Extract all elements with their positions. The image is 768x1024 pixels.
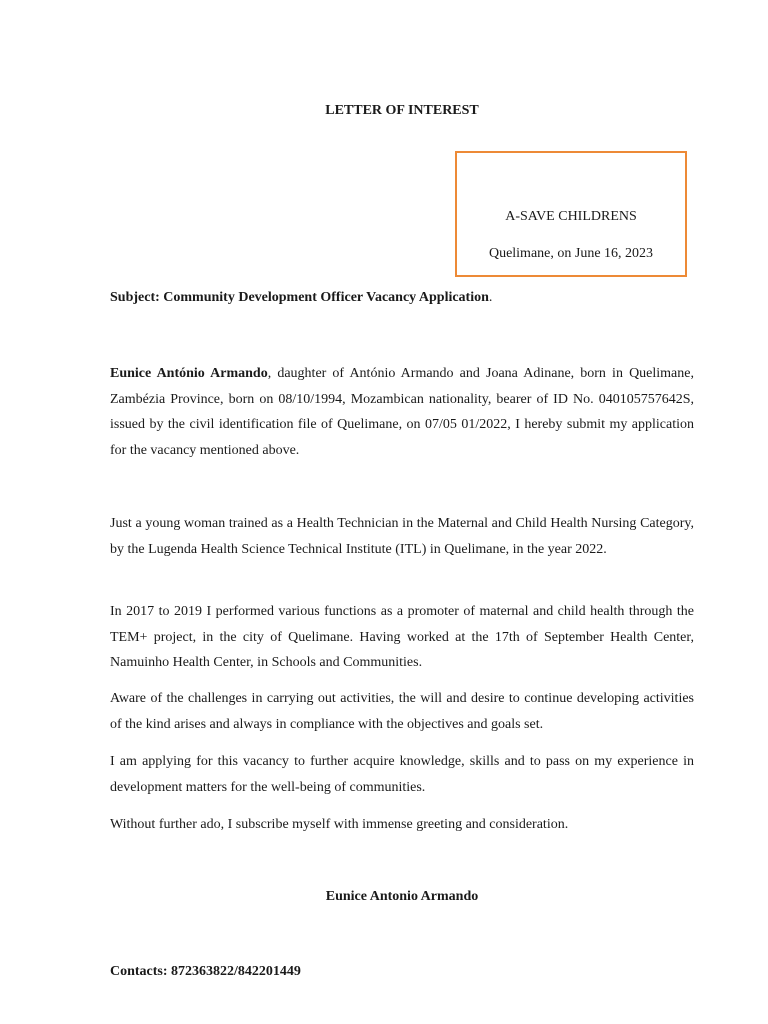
subject-end: .: [488, 290, 493, 305]
intro-paragraph: [110, 361, 694, 463]
recipient-name: A-SAVE CHILDRENS: [505, 209, 637, 224]
signature: Eunice Antonio Armando: [325, 889, 479, 904]
paragraph-applying: I am applying for this vacancy to further acquire knowledge, skills and to pass on my experience in development matters for the well-being of communities.: [110, 754, 694, 795]
subject-label: Subject:: [110, 290, 160, 305]
paragraph-closing: Without further ado, I subscribe myself with immense greeting and consideration.: [110, 817, 569, 832]
intro-text: , daughter of António Armando and Joana Adinane, born in Quelimane, Zambézia Province, born on 08/10/1994, Mozambican nationality, bearer of ID No. 040105757642S, issued by the civil identification file of Quelimane, on 07/05 01/2022, I hereby submit my application for the vacancy mentioned above.: [110, 366, 694, 458]
letter-title: LETTER OF INTEREST: [325, 103, 479, 118]
subject-text: Community Development Officer Vacancy Application: [163, 290, 489, 305]
recipient-box: [455, 151, 687, 277]
paragraph-challenges: Aware of the challenges in carrying out activities, the will and desire to continue developing activities of the kind arises and always in compliance with the objectives and goals set.: [110, 691, 694, 732]
subject-line: [110, 290, 694, 306]
paragraph-training: Just a young woman trained as a Health Technician in the Maternal and Child Health Nursing Category, by the Lugenda Health Science Technical Institute (ITL) in Quelimane, in the year 2022.: [110, 516, 694, 557]
contacts: Contacts: 872363822/842201449: [110, 964, 301, 979]
paragraph-experience: In 2017 to 2019 I performed various functions as a promoter of maternal and child health through the TEM+ project, in the city of Quelimane. Having worked at the 17th of September Health Center, Namuinho Health Center, in Schools and Communities.: [110, 604, 694, 670]
applicant-name: Eunice António Armando: [110, 366, 268, 381]
place-date: Quelimane, on June 16, 2023: [488, 246, 654, 261]
